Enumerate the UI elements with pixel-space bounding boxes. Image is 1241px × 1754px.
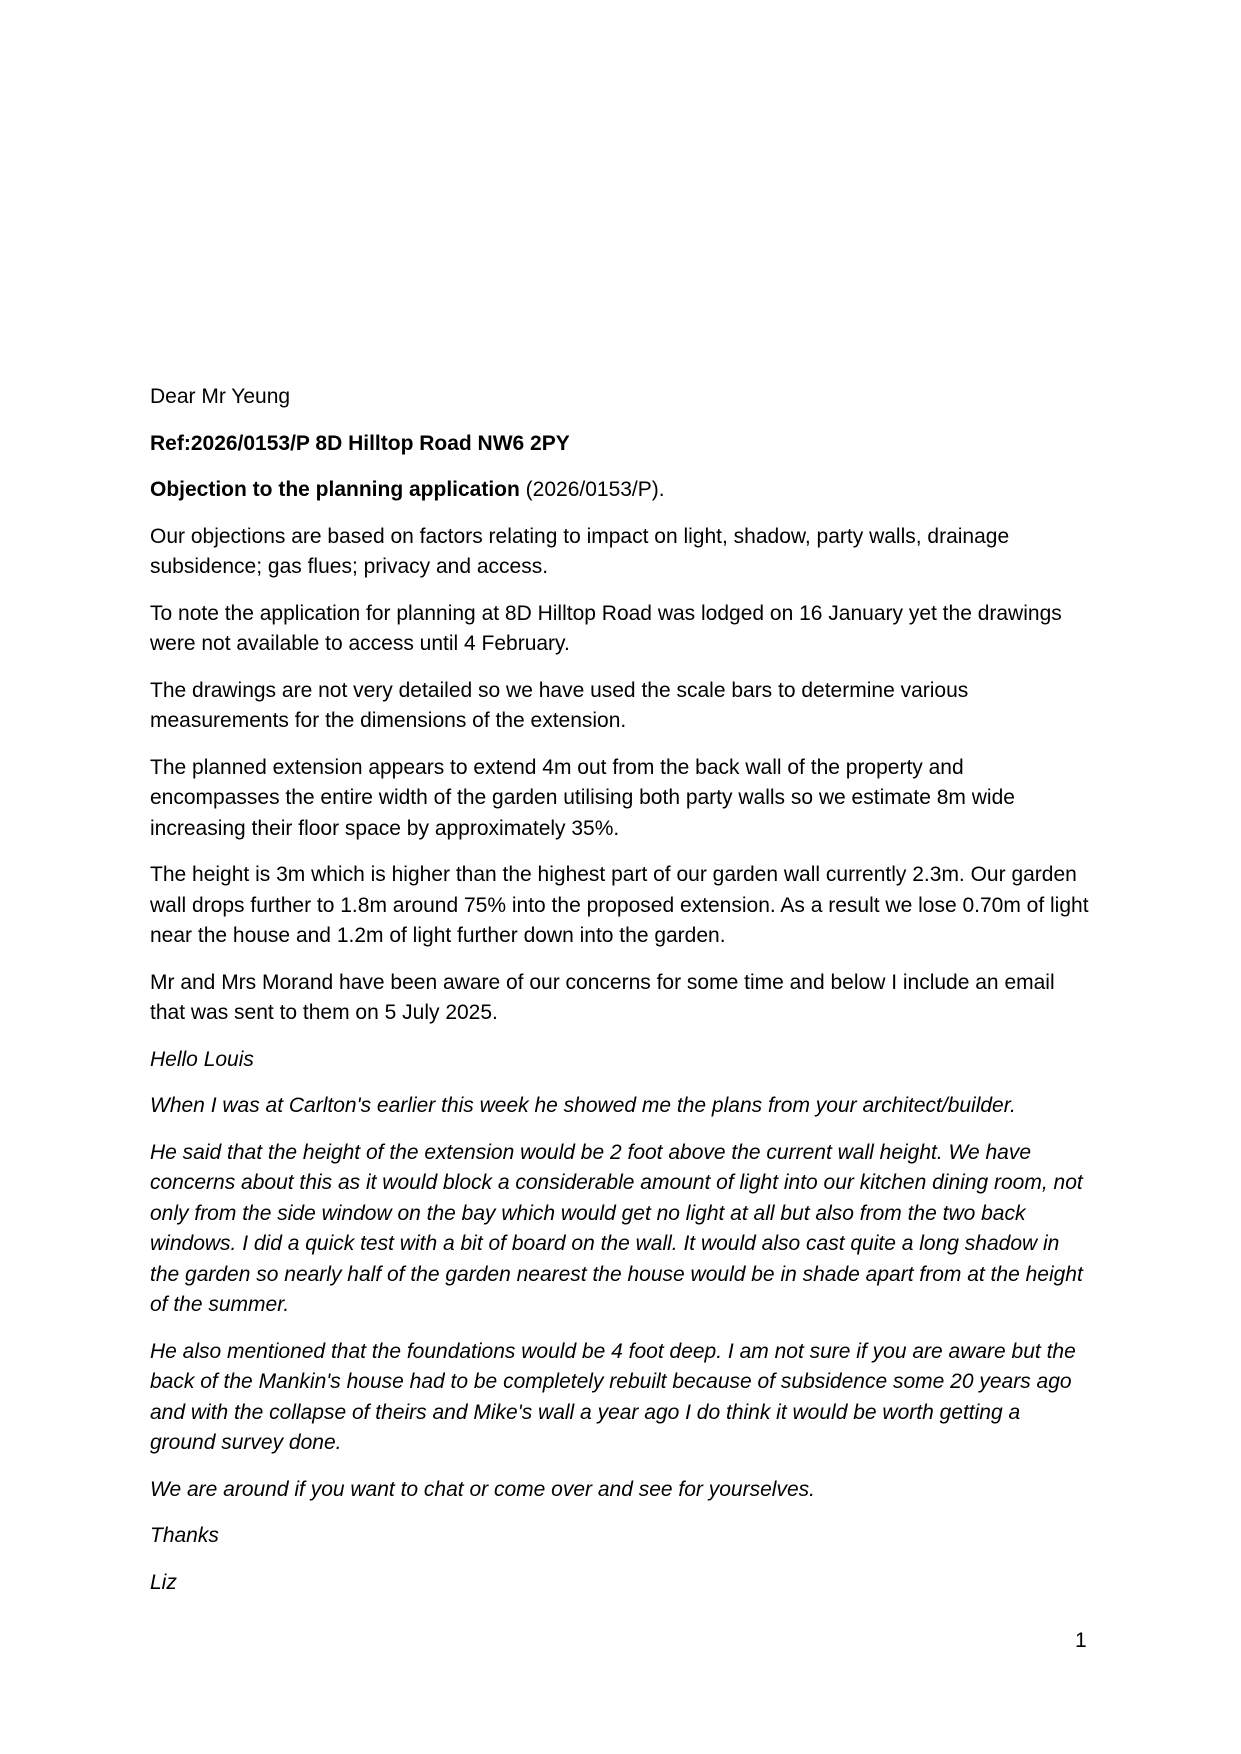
reference-line: Ref:2026/0153/P 8D Hilltop Road NW6 2PY	[150, 431, 570, 455]
email-invitation-paragraph: We are around if you want to chat or come over and see for yourselves.	[150, 1477, 815, 1501]
email-signoff: Thanks	[150, 1524, 219, 1547]
objection-basis-paragraph: Our objections are based on factors relating to impact on light, shadow, party walls, drainage subsidence; gas flues; privacy and access.	[150, 524, 1010, 578]
salutation: Dear Mr Yeung	[150, 385, 291, 408]
objection-reference: (2026/0153/P).	[519, 478, 665, 501]
email-greeting: Hello Louis	[150, 1047, 254, 1071]
email-plans-paragraph: When I was at Carlton's earlier this week he showed me the plans from your architect/builder.	[150, 1094, 1016, 1117]
page-number: 1	[1075, 1629, 1087, 1652]
objection-line	[150, 475, 1090, 506]
objection-heading: Objection to the planning application	[150, 478, 520, 501]
email-intro-paragraph: Mr and Mrs Morand have been aware of our concerns for some time and below I include an email that was sent to them on 5 July 2025.	[150, 970, 1055, 1024]
height-paragraph: The height is 3m which is higher than the highest part of our garden wall currently 2.3m. Our garden wall drops further to 1.8m around 75% into the proposed extension. As a result we lose 0.70m of light near the house and 1.2m of light further down into the garden.	[150, 863, 1089, 947]
email-foundations-paragraph: He also mentioned that the foundations would be 4 foot deep. I am not sure if you are aware but the back of the Mankin's house had to be completely rebuilt because of subsidence some 20 years ago and with the collapse of theirs and Mike's wall a year ago I do think it would be worth getting a ground survey done.	[150, 1339, 1076, 1454]
email-height-paragraph: He said that the height of the extension would be 2 foot above the current wall height. We have concerns about this as it would block a considerable amount of light into our kitchen dining room, not only from the side window on the bay which would get no light at all but also from the two back windows. I did a quick test with a bit of board on the wall. It would also cast quite a long shadow in the garden so nearly half of the garden nearest the house would be in shade apart from at the height of the summer.	[150, 1140, 1083, 1316]
letter-body	[150, 382, 1090, 1614]
extension-size-paragraph: The planned extension appears to extend 4m out from the back wall of the property and encompasses the entire width of the garden utilising both party walls so we estimate 8m wide increasing their floor space by approximately 35%.	[150, 755, 1015, 840]
application-dates-paragraph: To note the application for planning at 8D Hilltop Road was lodged on 16 January yet the drawings were not available to access until 4 February.	[150, 601, 1062, 655]
email-signature: Liz	[150, 1570, 177, 1594]
drawings-detail-paragraph: The drawings are not very detailed so we have used the scale bars to determine various measurements for the dimensions of the extension.	[150, 678, 969, 732]
